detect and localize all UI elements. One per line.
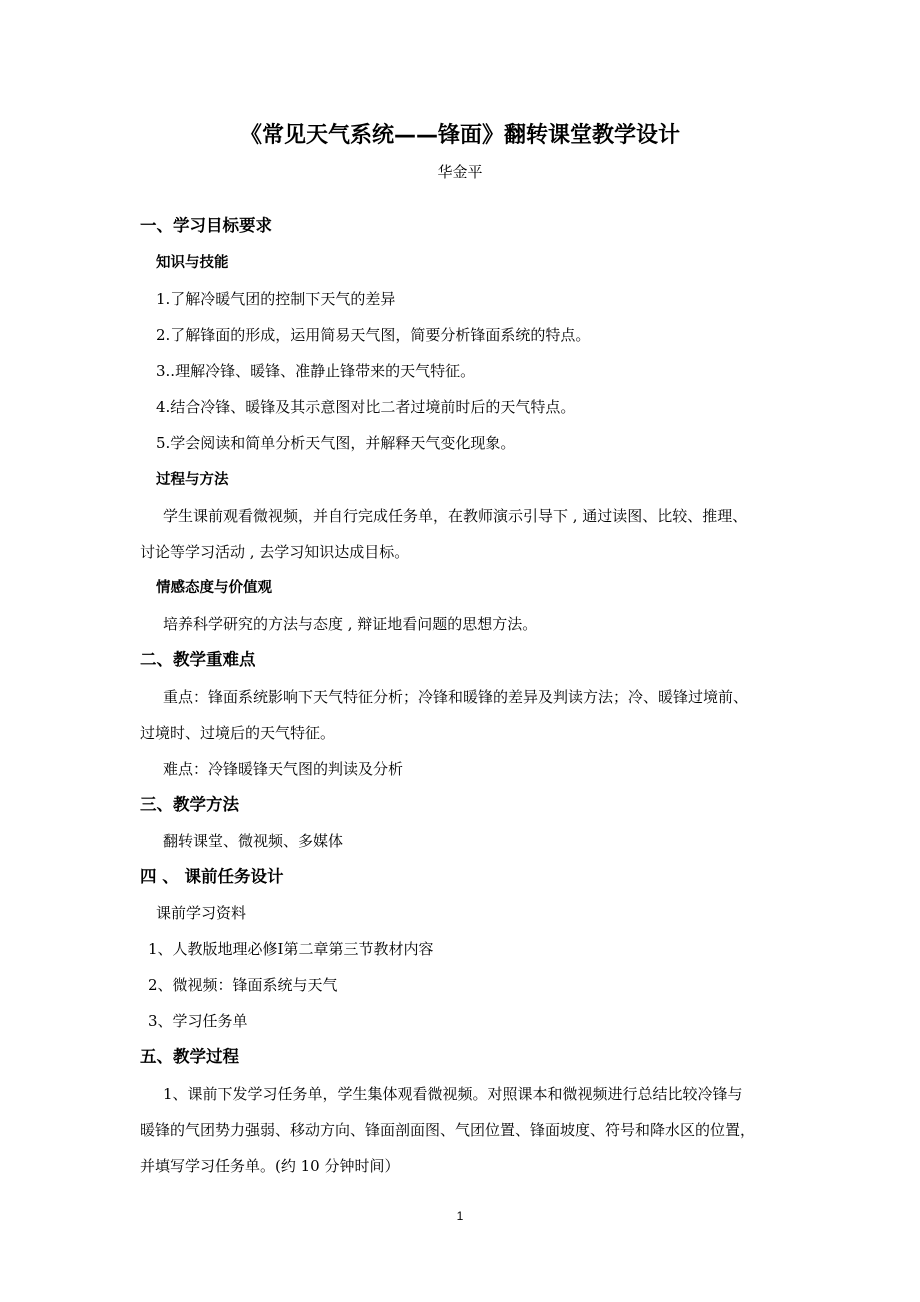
document-title: 《常见天气系统——锋面》翻转课堂教学设计 <box>239 123 680 148</box>
section-heading-methods: 三、教学方法 <box>140 795 239 814</box>
goal-item-4: 4.结合冷锋、暖锋及其示意图对比二者过境前时后的天气特点。 <box>156 398 576 416</box>
subheading-knowledge-skills: 知识与技能 <box>156 255 229 271</box>
process-paragraph-line-2: 讨论等学习活动 , 去学习知识达成目标。 <box>140 543 410 561</box>
methods-paragraph: 翻转课堂、微视频、多媒体 <box>163 832 344 850</box>
goal-item-3: 3..理解冷锋、暖锋、准静止锋带来的天气特征。 <box>156 362 476 380</box>
goal-item-2: 2.了解锋面的形成，运用简易天气图，简要分析锋面系统的特点。 <box>156 326 591 344</box>
emotion-paragraph: 培养科学研究的方法与态度 , 辩证地看问题的思想方法。 <box>163 615 538 633</box>
pre-class-materials-label: 课前学习资料 <box>156 904 247 922</box>
process-step-line-3: 并填写学习任务单。(约 10 分钟时间） <box>140 1157 400 1175</box>
process-step-line-1: 1、课前下发学习任务单，学生集体观看微视频。对照课本和微视频进行总结比较冷锋与 <box>163 1085 743 1103</box>
material-item-1: 1、人教版地理必修Ⅰ第二章第三节教材内容 <box>148 940 434 958</box>
section-heading-pre-class-tasks: 四 、 课前任务设计 <box>140 867 284 886</box>
subheading-emotion-values: 情感态度与价值观 <box>156 580 272 596</box>
goal-item-1: 1.了解冷暖气团的控制下天气的差异 <box>156 290 396 308</box>
key-points-line-2: 过境时、过境后的天气特征。 <box>140 724 336 742</box>
process-step-line-2: 暖锋的气团势力强弱、移动方向、锋面剖面图、气团位置、锋面坡度、符号和降水区的位置， <box>140 1121 756 1139</box>
section-heading-key-points: 二、教学重难点 <box>140 650 256 669</box>
material-item-2: 2、微视频：锋面系统与天气 <box>148 976 338 994</box>
goal-item-5: 5.学会阅读和简单分析天气图，并解释天气变化现象。 <box>156 434 516 452</box>
page-number: 1 <box>456 1209 464 1223</box>
section-heading-goals: 一、学习目标要求 <box>140 216 272 235</box>
process-paragraph-line-1: 学生课前观看微视频，并自行完成任务单，在教师演示引导下 , 通过读图、比较、推理、 <box>163 507 748 525</box>
document-author: 华金平 <box>437 163 483 181</box>
subheading-process-methods: 过程与方法 <box>156 472 229 488</box>
difficulty-paragraph: 难点：冷锋暖锋天气图的判读及分析 <box>163 760 404 778</box>
section-heading-teaching-process: 五、教学过程 <box>140 1047 239 1066</box>
key-points-line-1: 重点：锋面系统影响下天气特征分析；冷锋和暖锋的差异及判读方法；冷、暖锋过境前、 <box>163 688 749 706</box>
material-item-3: 3、学习任务单 <box>148 1012 248 1030</box>
